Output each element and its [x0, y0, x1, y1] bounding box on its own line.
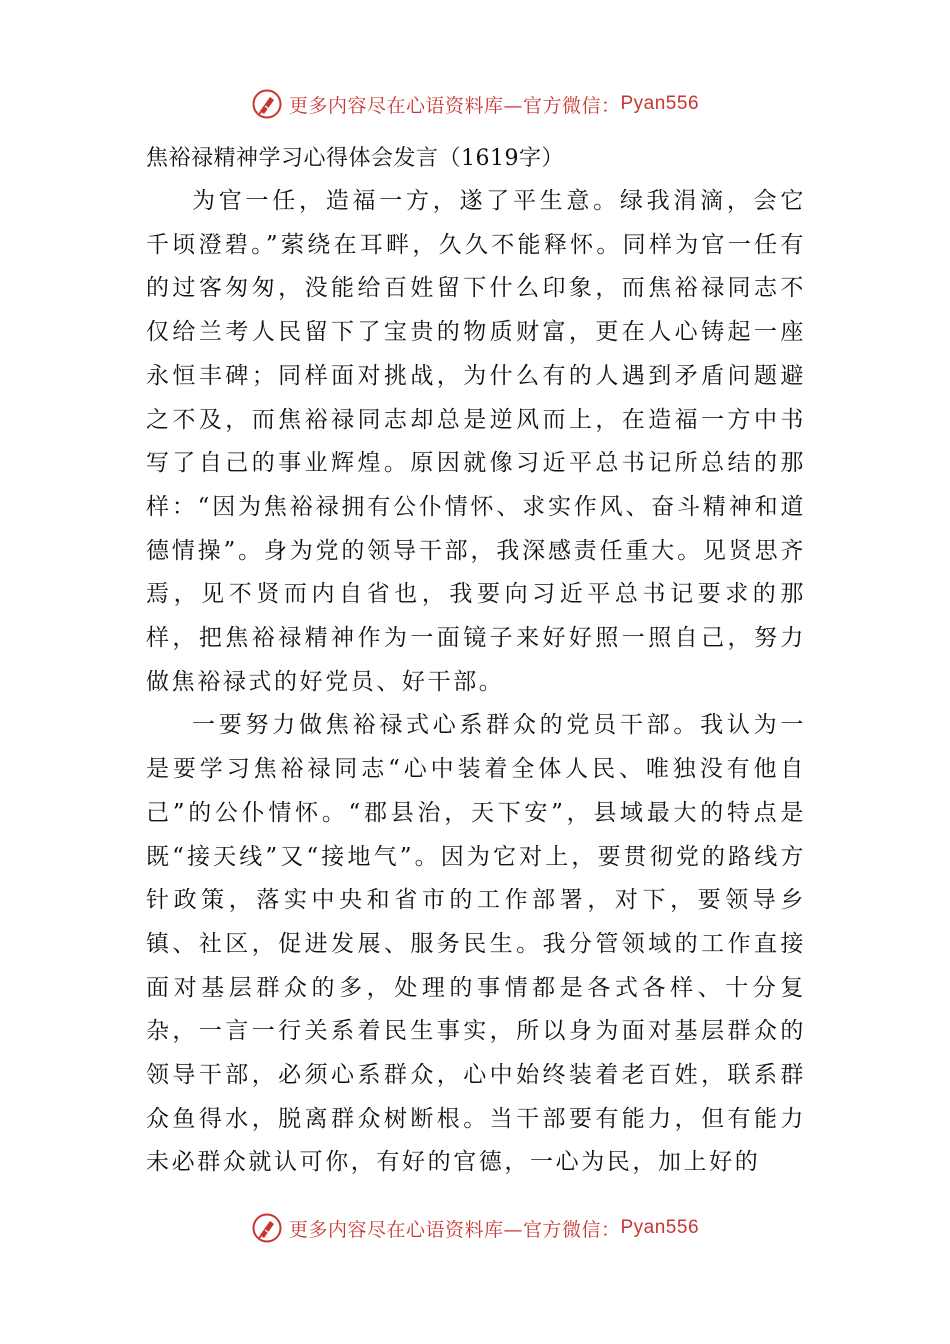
- wechat-id: Pyan556: [620, 1217, 700, 1238]
- pen-nib-logo-icon: [251, 1212, 283, 1244]
- document-body: [146, 138, 806, 1185]
- header-banner: [0, 82, 950, 126]
- footer-banner: [0, 1206, 950, 1250]
- document-title: 焦裕禄精神学习心得体会发言（1619字）: [146, 146, 564, 171]
- paragraph-2: 一要努力做焦裕禄式心系群众的党员干部。我认为一是要学习焦裕禄同志“心中装着全体人民、唯独没有他自己”的公仆情怀。“郡县治，天下安”，县域最大的特点是既“接天线”又“接地气”。因为它对上，要贯彻党的路线方针政策，落实中央和省市的工作部署，对下，要领导乡镇、社区，促进发展、服务民生。我分管领域的工作直接面对基层群众的多，处理的事情都是各式各样、十分复杂，一言一行关系着民生事实，所以身为面对基层群众的领导干部，必须心系群众，心中始终装着老百姓，联系群众鱼得水，脱离群众树断根。当干部要有能力，但有能力未必群众就认可你，有好的官德，一心为民，加上好的: [146, 712, 806, 1176]
- banner-text: 更多内容尽在心语资料库—官方微信：: [288, 94, 621, 117]
- banner-text: 更多内容尽在心语资料库—官方微信：: [288, 1218, 621, 1241]
- paragraph-1: 为官一任，造福一方，遂了平生意。绿我涓滴，会它千顷澄碧。”萦绕在耳畔，久久不能释怀。同样为官一任有的过客匆匆，没能给百姓留下什么印象，而焦裕禄同志不仅给兰考人民留下了宝贵的物质财富，更在人心铸起一座永恒丰碑；同样面对挑战，为什么有的人遇到矛盾问题避之不及，而焦裕禄同志却总是逆风而上，在造福一方中书写了自己的事业辉煌。原因就像习近平总书记所总结的那样：“因为焦裕禄拥有公仆情怀、求实作风、奋斗精神和道德情操”。身为党的领导干部，我深感责任重大。见贤思齐焉，见不贤而内自省也，我要向习近平总书记要求的那样，把焦裕禄精神作为一面镜子来好好照一照自己，努力做焦裕禄式的好党员、好干部。: [146, 188, 806, 695]
- wechat-id: Pyan556: [620, 93, 700, 114]
- pen-nib-logo-icon: [251, 88, 283, 120]
